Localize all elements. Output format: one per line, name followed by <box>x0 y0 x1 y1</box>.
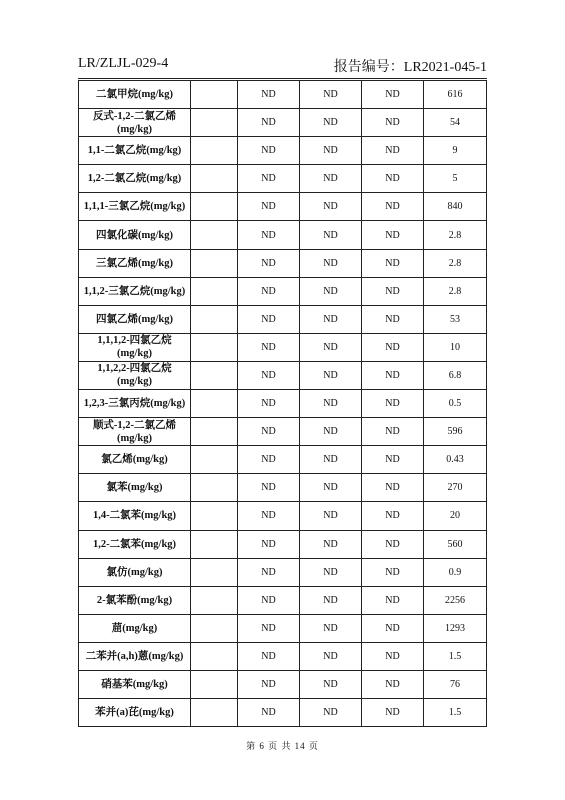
table-row <box>79 277 487 305</box>
table-row <box>79 249 487 277</box>
limit-value-cell: 596 <box>424 418 487 446</box>
table-row <box>79 137 487 165</box>
result-cell: ND <box>300 81 362 109</box>
limit-value-cell: 53 <box>424 305 487 333</box>
table-row <box>79 109 487 137</box>
result-cell: ND <box>300 109 362 137</box>
table-row <box>79 586 487 614</box>
blank-cell <box>191 502 238 530</box>
analyte-name-cell: 1,1,1,2-四氯乙烷(mg/kg) <box>79 333 191 361</box>
result-cell: ND <box>362 165 424 193</box>
result-cell: ND <box>362 446 424 474</box>
limit-value-cell: 840 <box>424 193 487 221</box>
result-cell: ND <box>300 446 362 474</box>
result-cell: ND <box>362 221 424 249</box>
table-row <box>79 502 487 530</box>
table-row <box>79 446 487 474</box>
analyte-name-cell: 1,1-二氯乙烷(mg/kg) <box>79 137 191 165</box>
header-rule <box>78 78 487 79</box>
limit-value-cell: 2.8 <box>424 221 487 249</box>
result-cell: ND <box>300 502 362 530</box>
result-cell: ND <box>238 193 300 221</box>
table-row <box>79 165 487 193</box>
document-code: LR/ZLJL-029-4 <box>78 56 169 71</box>
table-row <box>79 699 487 727</box>
limit-value-cell: 560 <box>424 530 487 558</box>
analyte-name-cell: 苯并(a)芘(mg/kg) <box>79 699 191 727</box>
analyte-name-cell: 1,1,1-三氯乙烷(mg/kg) <box>79 193 191 221</box>
result-cell: ND <box>238 109 300 137</box>
limit-value-cell: 270 <box>424 474 487 502</box>
analyte-name-cell: 2-氯苯酚(mg/kg) <box>79 586 191 614</box>
result-cell: ND <box>238 474 300 502</box>
blank-cell <box>191 333 238 361</box>
analyte-name-cell: 1,1,2,2-四氯乙烷(mg/kg) <box>79 361 191 389</box>
result-cell: ND <box>300 614 362 642</box>
result-cell: ND <box>300 165 362 193</box>
analyte-name-cell: 反式-1,2-二氯乙烯(mg/kg) <box>79 109 191 137</box>
result-cell: ND <box>362 586 424 614</box>
blank-cell <box>191 221 238 249</box>
result-cell: ND <box>362 670 424 698</box>
analyte-name-cell: 顺式-1,2-二氯乙烯(mg/kg) <box>79 418 191 446</box>
blank-cell <box>191 305 238 333</box>
table-row <box>79 614 487 642</box>
limit-value-cell: 1.5 <box>424 642 487 670</box>
result-cell: ND <box>238 165 300 193</box>
result-cell: ND <box>300 670 362 698</box>
table-row <box>79 390 487 418</box>
blank-cell <box>191 81 238 109</box>
result-cell: ND <box>362 277 424 305</box>
analyte-name-cell: 四氯乙烯(mg/kg) <box>79 305 191 333</box>
limit-value-cell: 2256 <box>424 586 487 614</box>
blank-cell <box>191 137 238 165</box>
result-cell: ND <box>238 221 300 249</box>
results-table <box>78 80 487 727</box>
table-row <box>79 193 487 221</box>
result-cell: ND <box>362 474 424 502</box>
limit-value-cell: 6.8 <box>424 361 487 389</box>
table-row <box>79 81 487 109</box>
result-cell: ND <box>238 670 300 698</box>
blank-cell <box>191 361 238 389</box>
result-cell: ND <box>362 418 424 446</box>
analyte-name-cell: 四氯化碳(mg/kg) <box>79 221 191 249</box>
blank-cell <box>191 642 238 670</box>
result-cell: ND <box>238 418 300 446</box>
result-cell: ND <box>362 333 424 361</box>
result-cell: ND <box>362 502 424 530</box>
limit-value-cell: 5 <box>424 165 487 193</box>
result-cell: ND <box>238 390 300 418</box>
result-cell: ND <box>238 81 300 109</box>
result-cell: ND <box>362 109 424 137</box>
analyte-name-cell: 1,2,3-三氯丙烷(mg/kg) <box>79 390 191 418</box>
result-cell: ND <box>362 642 424 670</box>
result-cell: ND <box>362 614 424 642</box>
blank-cell <box>191 530 238 558</box>
blank-cell <box>191 699 238 727</box>
result-cell: ND <box>300 361 362 389</box>
table-row <box>79 418 487 446</box>
table-row <box>79 305 487 333</box>
result-cell: ND <box>238 446 300 474</box>
result-cell: ND <box>300 699 362 727</box>
limit-value-cell: 2.8 <box>424 249 487 277</box>
analyte-name-cell: 1,1,2-三氯乙烷(mg/kg) <box>79 277 191 305</box>
analyte-name-cell: 氯苯(mg/kg) <box>79 474 191 502</box>
limit-value-cell: 0.9 <box>424 558 487 586</box>
blank-cell <box>191 670 238 698</box>
result-cell: ND <box>362 558 424 586</box>
results-table-body <box>79 81 487 727</box>
table-row <box>79 670 487 698</box>
result-cell: ND <box>300 474 362 502</box>
result-cell: ND <box>362 530 424 558</box>
blank-cell <box>191 249 238 277</box>
limit-value-cell: 20 <box>424 502 487 530</box>
blank-cell <box>191 586 238 614</box>
result-cell: ND <box>362 390 424 418</box>
result-cell: ND <box>362 305 424 333</box>
limit-value-cell: 10 <box>424 333 487 361</box>
result-cell: ND <box>300 390 362 418</box>
result-cell: ND <box>238 586 300 614</box>
limit-value-cell: 54 <box>424 109 487 137</box>
result-cell: ND <box>238 642 300 670</box>
result-cell: ND <box>238 530 300 558</box>
result-cell: ND <box>238 361 300 389</box>
table-row <box>79 221 487 249</box>
analyte-name-cell: 硝基苯(mg/kg) <box>79 670 191 698</box>
table-row <box>79 558 487 586</box>
result-cell: ND <box>238 699 300 727</box>
result-cell: ND <box>238 305 300 333</box>
limit-value-cell: 76 <box>424 670 487 698</box>
analyte-name-cell: 1,4-二氯苯(mg/kg) <box>79 502 191 530</box>
limit-value-cell: 0.5 <box>424 390 487 418</box>
analyte-name-cell: 氯仿(mg/kg) <box>79 558 191 586</box>
blank-cell <box>191 558 238 586</box>
analyte-name-cell: 氯乙烯(mg/kg) <box>79 446 191 474</box>
page-header <box>78 56 487 76</box>
result-cell: ND <box>300 305 362 333</box>
limit-value-cell: 616 <box>424 81 487 109</box>
result-cell: ND <box>238 558 300 586</box>
result-cell: ND <box>300 221 362 249</box>
blank-cell <box>191 446 238 474</box>
analyte-name-cell: 二苯并(a,h)蒽(mg/kg) <box>79 642 191 670</box>
result-cell: ND <box>238 333 300 361</box>
page-footer: 第 6 页 共 14 页 <box>246 741 319 751</box>
result-cell: ND <box>362 193 424 221</box>
blank-cell <box>191 165 238 193</box>
limit-value-cell: 9 <box>424 137 487 165</box>
blank-cell <box>191 474 238 502</box>
blank-cell <box>191 418 238 446</box>
report-number: 报告编号：LR2021-045-1 <box>333 60 487 75</box>
result-cell: ND <box>362 249 424 277</box>
result-cell: ND <box>300 558 362 586</box>
limit-value-cell: 0.43 <box>424 446 487 474</box>
blank-cell <box>191 390 238 418</box>
table-row <box>79 474 487 502</box>
analyte-name-cell: 䓛(mg/kg) <box>79 614 191 642</box>
analyte-name-cell: 1,2-二氯乙烷(mg/kg) <box>79 165 191 193</box>
result-cell: ND <box>238 277 300 305</box>
blank-cell <box>191 614 238 642</box>
limit-value-cell: 1293 <box>424 614 487 642</box>
table-row <box>79 530 487 558</box>
blank-cell <box>191 109 238 137</box>
result-cell: ND <box>362 81 424 109</box>
result-cell: ND <box>362 361 424 389</box>
result-cell: ND <box>362 137 424 165</box>
result-cell: ND <box>362 699 424 727</box>
blank-cell <box>191 193 238 221</box>
blank-cell <box>191 277 238 305</box>
analyte-name-cell: 二氯甲烷(mg/kg) <box>79 81 191 109</box>
result-cell: ND <box>238 502 300 530</box>
result-cell: ND <box>300 642 362 670</box>
result-cell: ND <box>300 193 362 221</box>
analyte-name-cell: 三氯乙烯(mg/kg) <box>79 249 191 277</box>
table-row <box>79 333 487 361</box>
result-cell: ND <box>300 418 362 446</box>
limit-value-cell: 1.5 <box>424 699 487 727</box>
table-row <box>79 642 487 670</box>
result-cell: ND <box>300 530 362 558</box>
result-cell: ND <box>300 586 362 614</box>
table-row <box>79 361 487 389</box>
result-cell: ND <box>238 614 300 642</box>
result-cell: ND <box>238 137 300 165</box>
result-cell: ND <box>300 277 362 305</box>
result-cell: ND <box>300 333 362 361</box>
result-cell: ND <box>238 249 300 277</box>
result-cell: ND <box>300 137 362 165</box>
analyte-name-cell: 1,2-二氯苯(mg/kg) <box>79 530 191 558</box>
result-cell: ND <box>300 249 362 277</box>
limit-value-cell: 2.8 <box>424 277 487 305</box>
